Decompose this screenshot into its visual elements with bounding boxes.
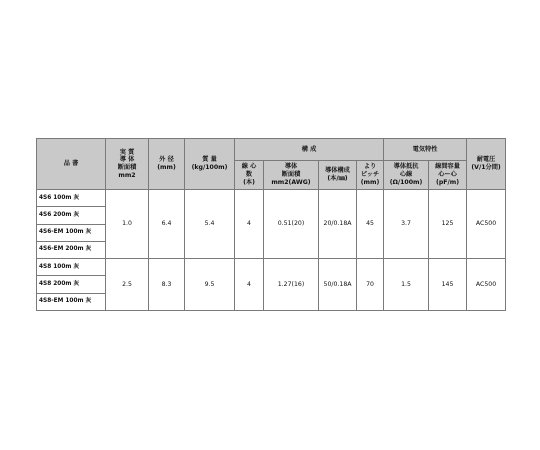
header-outer-diameter: 外 径 (mm) — [149, 139, 185, 190]
outer-diameter: 6.4 — [149, 190, 185, 259]
header-conductor-area: 実 質 導 体 断面積 mm2 — [106, 139, 149, 190]
header-configuration: 構 成 — [235, 139, 384, 161]
conductor-area: 2.5 — [106, 259, 149, 311]
withstand-voltage: AC500 — [467, 259, 506, 311]
cores: 4 — [235, 190, 264, 259]
cond-area-awg: 0.51(20) — [264, 190, 319, 259]
pitch: 70 — [357, 259, 384, 311]
outer-diameter: 8.3 — [149, 259, 185, 311]
pitch: 45 — [357, 190, 384, 259]
table-row — [37, 259, 506, 276]
cond-area-awg: 1.27(16) — [264, 259, 319, 311]
resistance: 1.5 — [384, 259, 429, 311]
resistance: 3.7 — [384, 190, 429, 259]
cores: 4 — [235, 259, 264, 311]
capacitance: 125 — [429, 190, 467, 259]
mass: 9.5 — [185, 259, 235, 311]
product-name: 4S6 100m 灰 — [37, 190, 106, 207]
product-name: 4S6 200m 灰 — [37, 207, 106, 224]
product-name: 4S6-EM 100m 灰 — [37, 224, 106, 241]
header-cond-area-awg: 導体 断面積 mm2(AWG) — [264, 161, 319, 190]
header-mass: 質 量 (kg/100m) — [185, 139, 235, 190]
product-name: 4S6-EM 200m 灰 — [37, 241, 106, 258]
product-name: 4S8 200m 灰 — [37, 276, 106, 293]
header-cond-composition: 導体構成 (本/㎜) — [319, 161, 357, 190]
product-name: 4S8-EM 100m 灰 — [37, 293, 106, 310]
header-resistance: 導体抵抗 心線 (Ω/100m) — [384, 161, 429, 190]
header-pitch: より ピッチ (mm) — [357, 161, 384, 190]
mass: 5.4 — [185, 190, 235, 259]
table-row — [37, 190, 506, 207]
cond-composition: 20/0.18A — [319, 190, 357, 259]
capacitance: 145 — [429, 259, 467, 311]
spec-table — [36, 138, 506, 311]
header-capacitance: 線間容量 心ー心 (pF/m) — [429, 161, 467, 190]
product-name: 4S8 100m 灰 — [37, 259, 106, 276]
header-cores: 線 心 数 (本) — [235, 161, 264, 190]
cond-composition: 50/0.18A — [319, 259, 357, 311]
header-product-name: 品 書 — [37, 139, 106, 190]
conductor-area: 1.0 — [106, 190, 149, 259]
header-electrical: 電気特性 — [384, 139, 467, 161]
withstand-voltage: AC500 — [467, 190, 506, 259]
header-withstand-voltage: 耐電圧 (V/1分間) — [467, 139, 506, 190]
